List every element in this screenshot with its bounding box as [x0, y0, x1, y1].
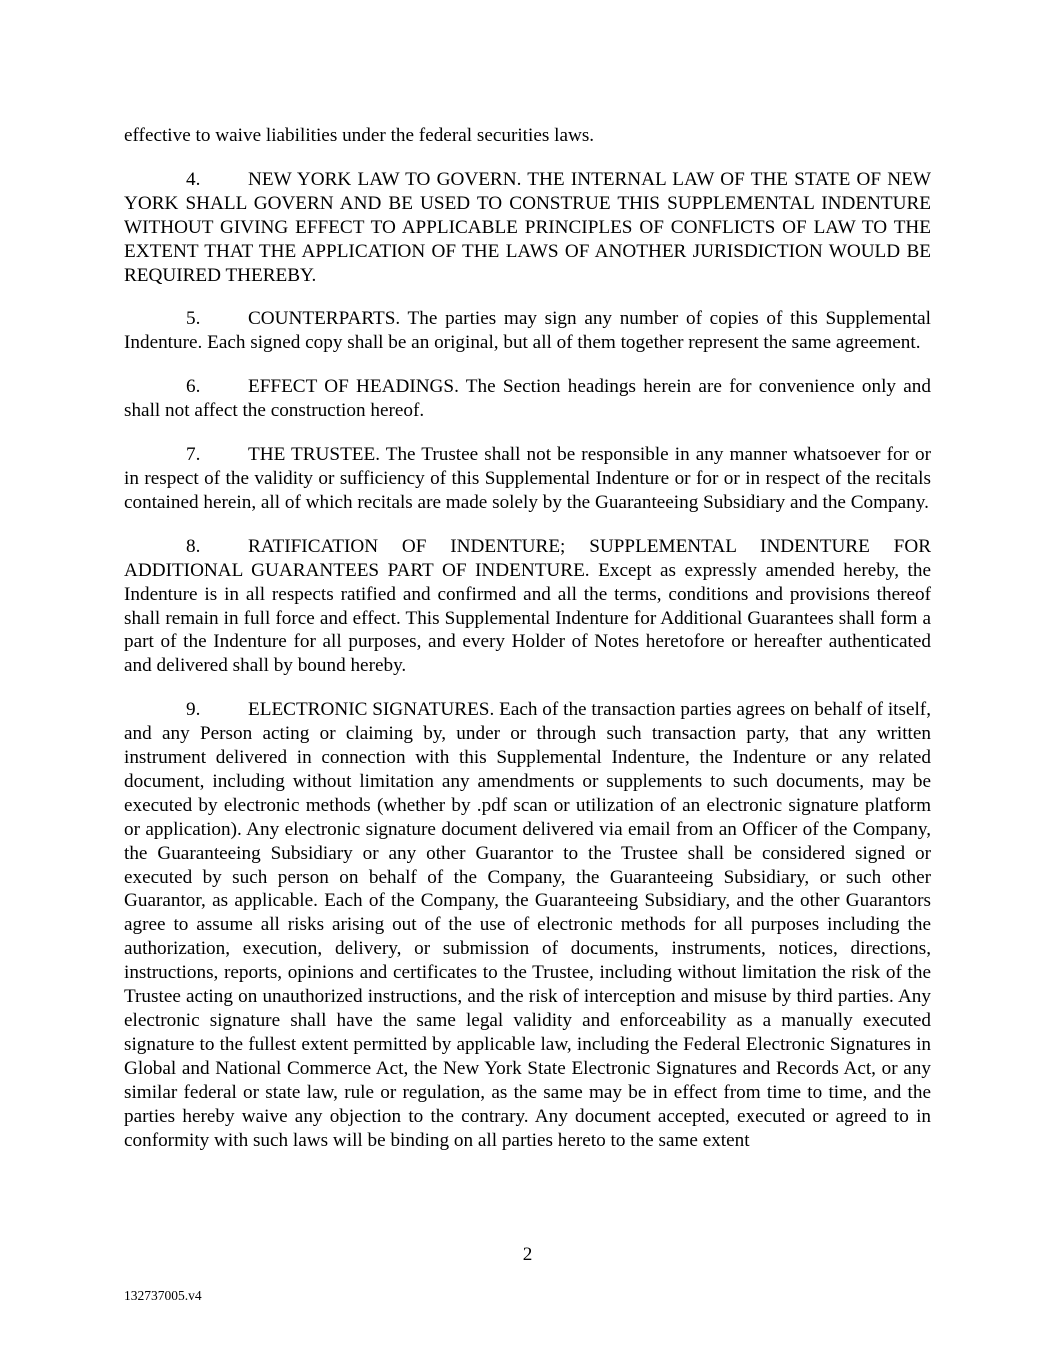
document-body [124, 124, 931, 1172]
section-5-text: COUNTERPARTS. The parties may sign any number of copies of this Supplemental Indenture. Each signed copy shall be an original, but all of them together represent the same agreement. [124, 308, 931, 354]
section-7-text: THE TRUSTEE. The Trustee shall not be responsible in any manner whatsoever for or in respect of the validity or sufficiency of this Supplemental Indenture or for or in respect of the recitals contained herein, all of which recitals are made solely by the Guaranteeing Subsidiary and the Company. [124, 444, 931, 513]
section-9-paragraph [124, 698, 931, 1152]
section-6-number: 6. [186, 376, 201, 398]
page-number: 2 [522, 1244, 533, 1265]
section-7-number: 7. [186, 444, 201, 466]
section-8-text: RATIFICATION OF INDENTURE; SUPPLEMENTAL INDENTURE FOR ADDITIONAL GUARANTEES PART OF INDENTURE. Except as expressly amended hereby, the Indenture is in all respects ratified and confirmed and all the terms, conditions and provisions thereof shall remain in full force and effect. This Supplemental Indenture for Additional Guarantees shall form a part of the Indenture for all purposes, and every Holder of Notes heretofore or hereafter authenticated and delivered shall by bound hereby. [124, 535, 931, 677]
section-5-paragraph [124, 307, 931, 355]
section-4-text: NEW YORK LAW TO GOVERN. THE INTERNAL LAW OF THE STATE OF NEW YORK SHALL GOVERN AND BE USED TO CONSTRUE THIS SUPPLEMENTAL INDENTURE WITHOUT GIVING EFFECT TO APPLICABLE PRINCIPLES OF CONFLICTS OF LAW TO THE EXTENT THAT THE APPLICATION OF THE LAWS OF ANOTHER JURISDICTION WOULD BE REQUIRED THEREBY. [124, 168, 931, 286]
section-9-number: 9. [186, 699, 201, 721]
section-6-paragraph [124, 375, 931, 423]
section-8-number: 8. [186, 535, 201, 557]
continuation-paragraph [124, 124, 931, 148]
section-6-text: EFFECT OF HEADINGS. The Section headings herein are for convenience only and shall not affect the construction hereof. [124, 376, 931, 422]
section-4-number: 4. [186, 168, 201, 190]
section-8-paragraph [124, 535, 931, 678]
section-9-text: ELECTRONIC SIGNATURES. Each of the transaction parties agrees on behalf of itself, and any Person acting or claiming by, under or through such transaction party, that any written instrument delivered in connection with this Supplemental Indenture, the Indenture or any related document, including without limitation any amendments or supplements to such documents, may be executed by electronic methods (whether by .pdf scan or utilization of an electronic signature platform or application). Any electronic signature document delivered via email from an Officer of the Company, the Guaranteeing Subsidiary or any other Guarantor to the Trustee shall be considered signed or executed by such person on behalf of the Company, the Guaranteeing Subsidiary, or such other Guarantor, as applicable. Each of the Company, the Guaranteeing Subsidiary, and the other Guarantors agree to assume all risks arising out of the use of electronic methods for all purposes including the authorization, execution, delivery, or submission of documents, instruments, notices, directions, instructions, reports, opinions and certificates to the Trustee, including without limitation the risk of the Trustee acting on unauthorized instructions, and the risk of interception and misuse by third parties. Any electronic signature shall have the same legal validity and enforceability as a manually executed signature to the fullest extent permitted by applicable law, including the Federal Electronic Signatures in Global and National Commerce Act, the New York State Electronic Signatures and Records Act, or any similar federal or state law, rule or regulation, as the same may be in effect from time to time, and the parties hereby waive any objection to the contrary. Any document accepted, executed or agreed to in conformity with such laws will be binding on all parties hereto to the same extent [124, 699, 931, 1151]
section-7-paragraph [124, 443, 931, 515]
document-id: 132737005.v4 [124, 1288, 202, 1303]
section-4-paragraph [124, 168, 931, 288]
continuation-text: effective to waive liabilities under the federal securities laws. [124, 125, 595, 146]
section-5-number: 5. [186, 308, 201, 330]
